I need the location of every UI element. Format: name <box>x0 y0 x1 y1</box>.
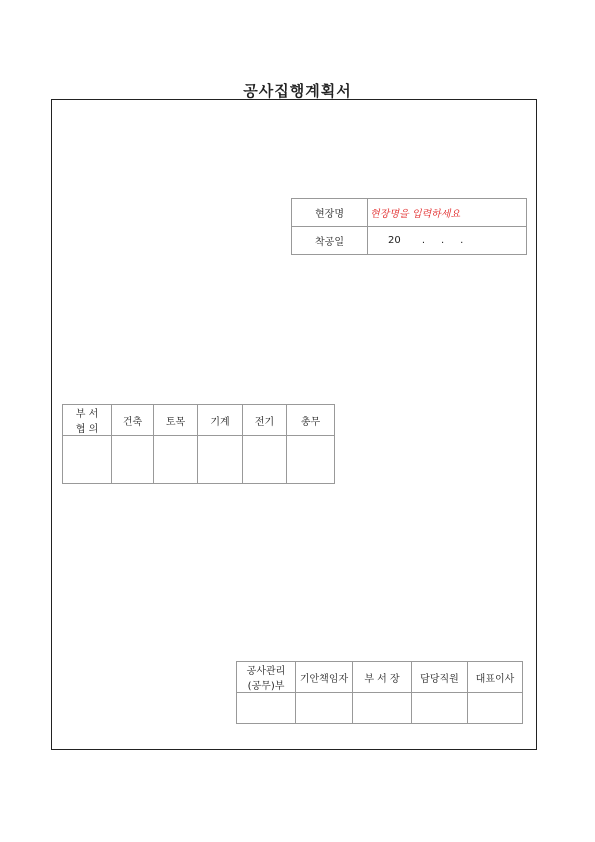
dept-sign-cell[interactable] <box>63 436 112 484</box>
start-date-label: 착공일 <box>292 227 368 255</box>
site-info-table <box>291 198 527 255</box>
dept-column-civil: 토목 <box>154 405 198 436</box>
approval-header-line1: 공사관리 <box>246 666 286 677</box>
approval-sign-cell[interactable] <box>237 693 296 724</box>
approval-column-dept-head: 부 서 장 <box>353 662 412 693</box>
dept-sign-cell[interactable] <box>154 436 198 484</box>
dept-column-architecture: 건축 <box>112 405 154 436</box>
approval-sign-cell[interactable] <box>353 693 412 724</box>
approval-column-ceo: 대표이사 <box>468 662 523 693</box>
approval-header-line2: (공무)부 <box>247 681 285 692</box>
approval-sign-cell[interactable] <box>468 693 523 724</box>
approval-sign-cell[interactable] <box>296 693 353 724</box>
dept-sign-cell[interactable] <box>243 436 287 484</box>
dept-header-cell <box>63 405 112 436</box>
dept-column-electrical: 전기 <box>243 405 287 436</box>
department-consultation-table <box>62 404 335 484</box>
start-date-year: 20 <box>388 235 401 246</box>
dept-sign-cell[interactable] <box>287 436 335 484</box>
site-name-field[interactable]: 현장명을 입력하세요 <box>368 199 527 227</box>
approval-column-staff: 담당직원 <box>412 662 468 693</box>
dept-header-line2: 협 의 <box>75 424 99 435</box>
dept-sign-cell[interactable] <box>198 436 243 484</box>
approval-sign-cell[interactable] <box>412 693 468 724</box>
approval-column-drafter: 기안책임자 <box>296 662 353 693</box>
approval-table <box>236 661 523 724</box>
dept-column-general-affairs: 총무 <box>287 405 335 436</box>
approval-header-cell <box>237 662 296 693</box>
document-title: 공사집행계획서 <box>243 82 352 100</box>
start-date-separators: . . . <box>421 235 464 246</box>
site-name-label: 현장명 <box>292 199 368 227</box>
start-date-field[interactable] <box>368 227 527 255</box>
dept-sign-cell[interactable] <box>112 436 154 484</box>
dept-column-mechanical: 기계 <box>198 405 243 436</box>
dept-header-line1: 부 서 <box>75 409 99 420</box>
